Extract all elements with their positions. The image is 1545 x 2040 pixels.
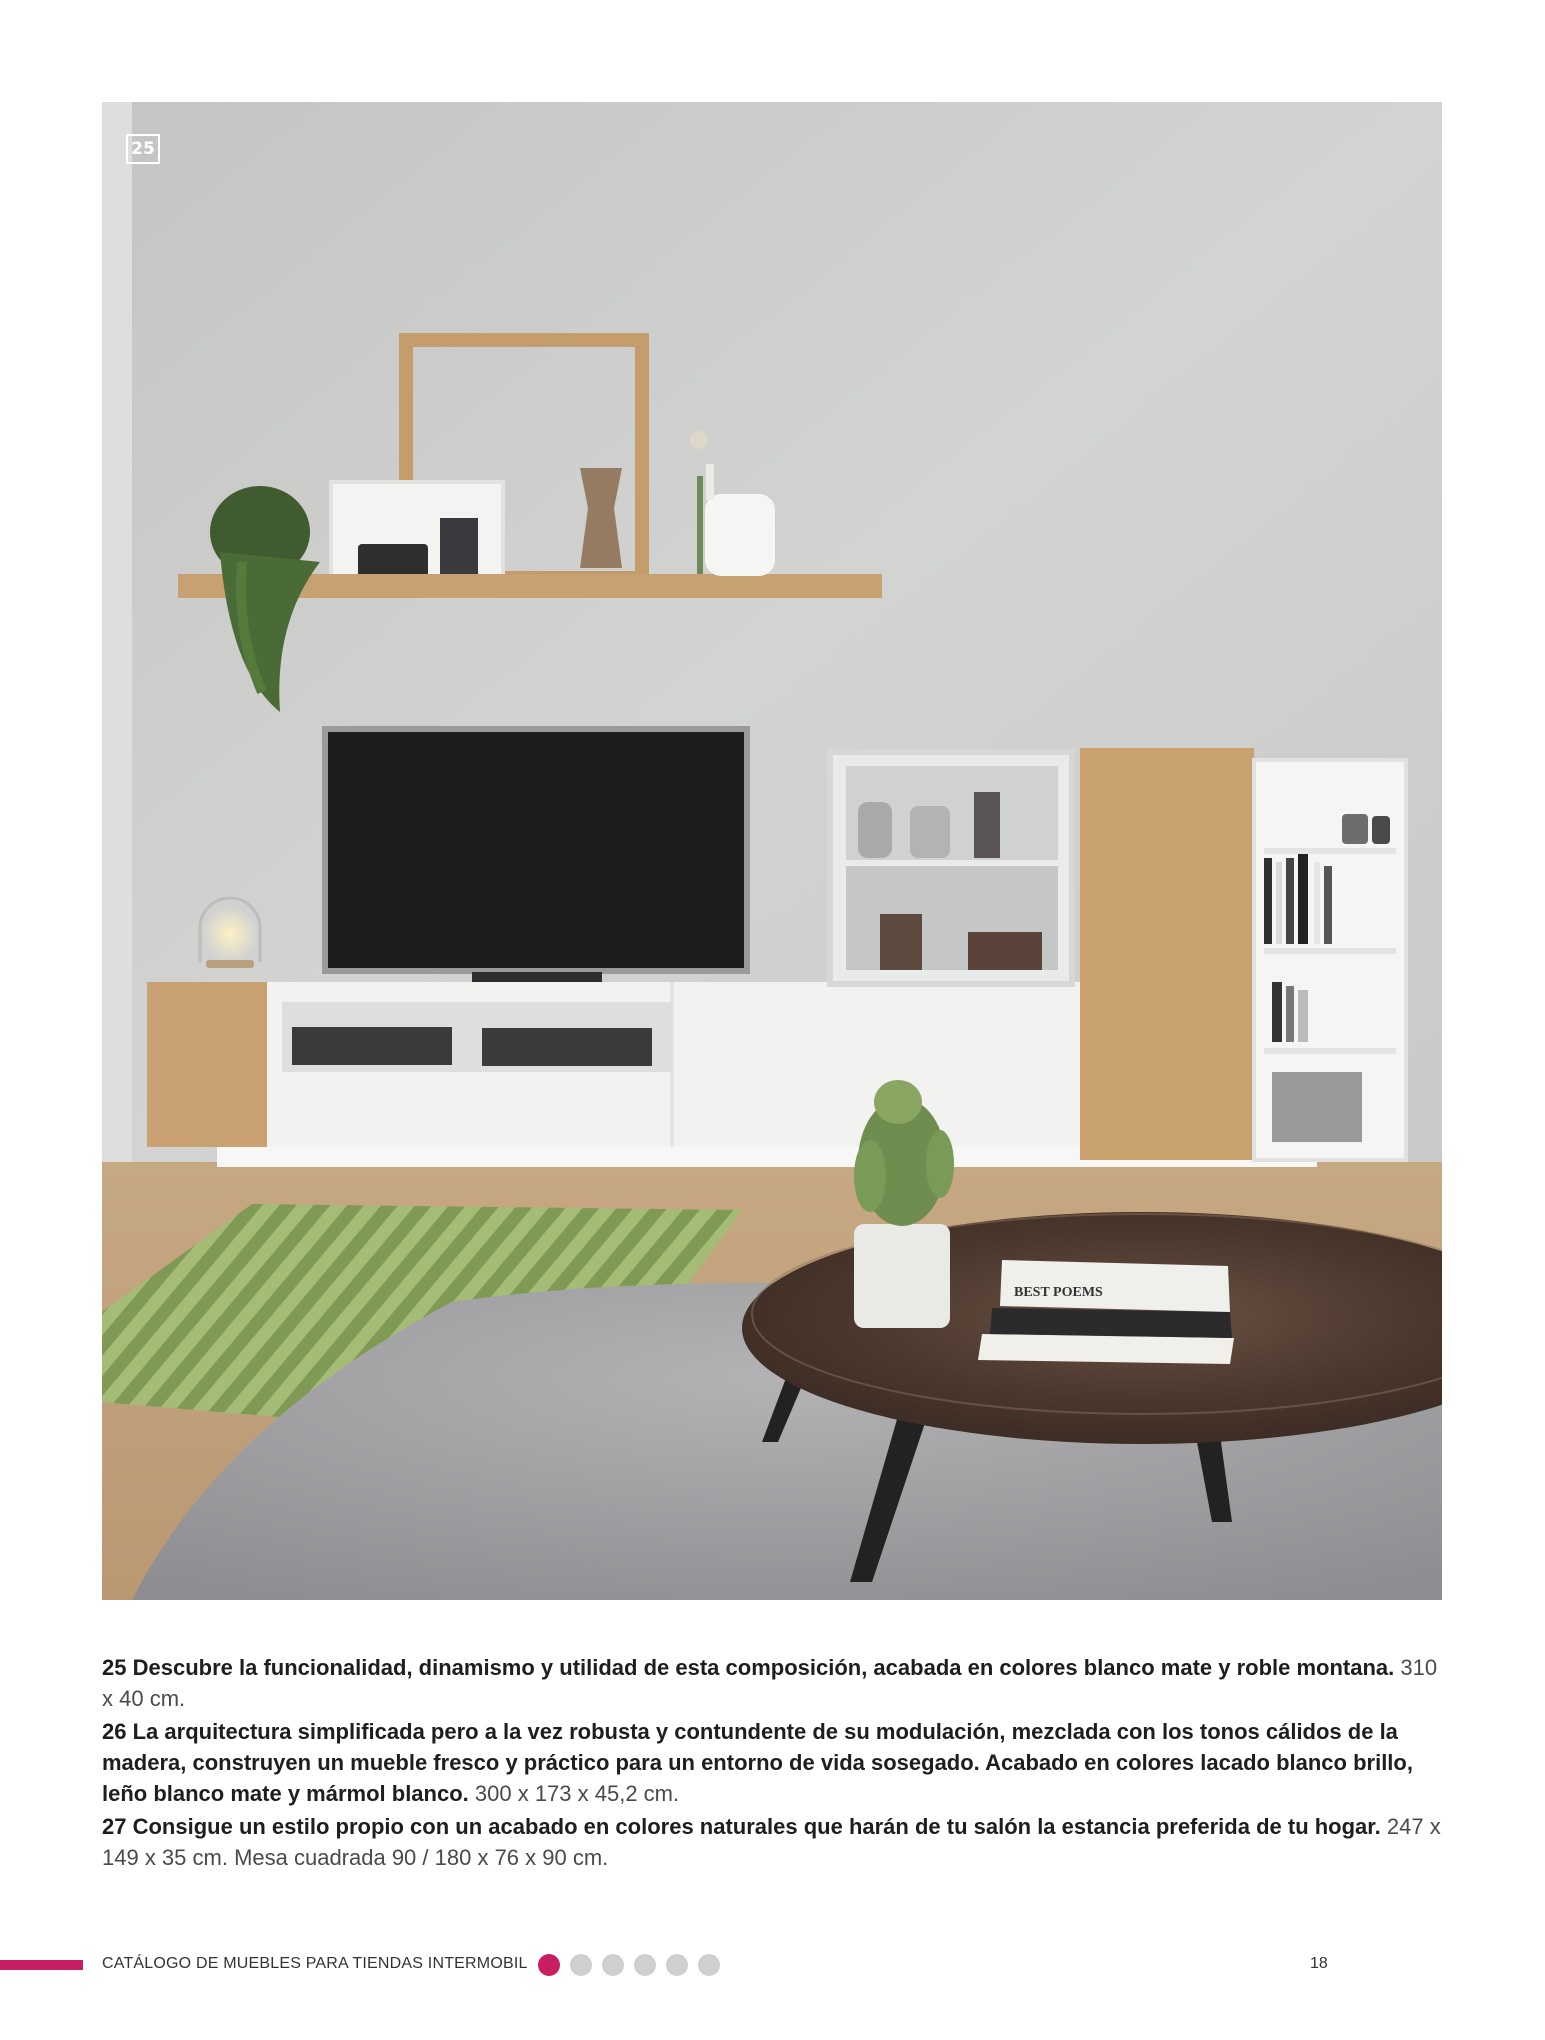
caption-description: Descubre la funcionalidad, dinamismo y utilidad de esta composición, acabada en colores blanco mate y roble montana.: [132, 1655, 1395, 1680]
cactus-pot: [854, 1224, 950, 1328]
caption-description: La arquitectura simplificada pero a la vez robusta y contundente de su modulación, mezclada con los tonos cálidos de la madera, construyen un mueble fresco y práctico para un entorno de vida sosegado. Acabado en colores lacado blanco brillo, leño blanco mate y mármol blanco.: [102, 1719, 1413, 1806]
caption-26: [102, 1716, 1442, 1809]
living-room-scene: [102, 102, 1442, 1600]
caption-number: 25: [102, 1655, 127, 1680]
caption-dimensions: 300 x 173 x 45,2 cm.: [474, 1781, 680, 1806]
footer-accent-bar: [0, 1960, 83, 1970]
pagination-dot[interactable]: [570, 1954, 592, 1976]
oak-side-cabinet: [147, 982, 267, 1147]
photo-number-badge: 25: [126, 134, 160, 164]
caption-number: 26: [102, 1719, 127, 1744]
pagination-dot[interactable]: [698, 1954, 720, 1976]
oak-tall-panel: [1080, 748, 1254, 1160]
books-stack: [978, 1260, 1234, 1364]
wall-molding: [102, 102, 132, 1182]
hero-photo: [102, 102, 1442, 1600]
page-number: 18: [1310, 1955, 1328, 1972]
caption-dimensions: 247 x 149 x 35 cm. Mesa cuadrada 90 / 180 x 76 x 90 cm.: [102, 1814, 1441, 1870]
caption-description: Consigue un estilo propio con un acabado en colores naturales que harán de tu salón la estancia preferida de tu hogar.: [132, 1814, 1381, 1839]
pagination-dots: [538, 1954, 720, 1976]
pagination-dot[interactable]: [666, 1954, 688, 1976]
pagination-dot[interactable]: [602, 1954, 624, 1976]
book-spine-text: BEST POEMS: [1014, 1285, 1103, 1300]
pagination-dot[interactable]: [634, 1954, 656, 1976]
footer-catalog-title: CATÁLOGO DE MUEBLES PARA TIENDAS INTERMOBIL: [102, 1955, 528, 1972]
captions-block: [102, 1652, 1442, 1875]
tv-screen: [328, 732, 744, 968]
pagination-dot[interactable]: [538, 1954, 560, 1976]
caption-dimensions: 310 x 40 cm.: [102, 1655, 1438, 1711]
caption-25: [102, 1652, 1442, 1714]
caption-27: [102, 1811, 1442, 1873]
caption-number: 27: [102, 1814, 127, 1839]
